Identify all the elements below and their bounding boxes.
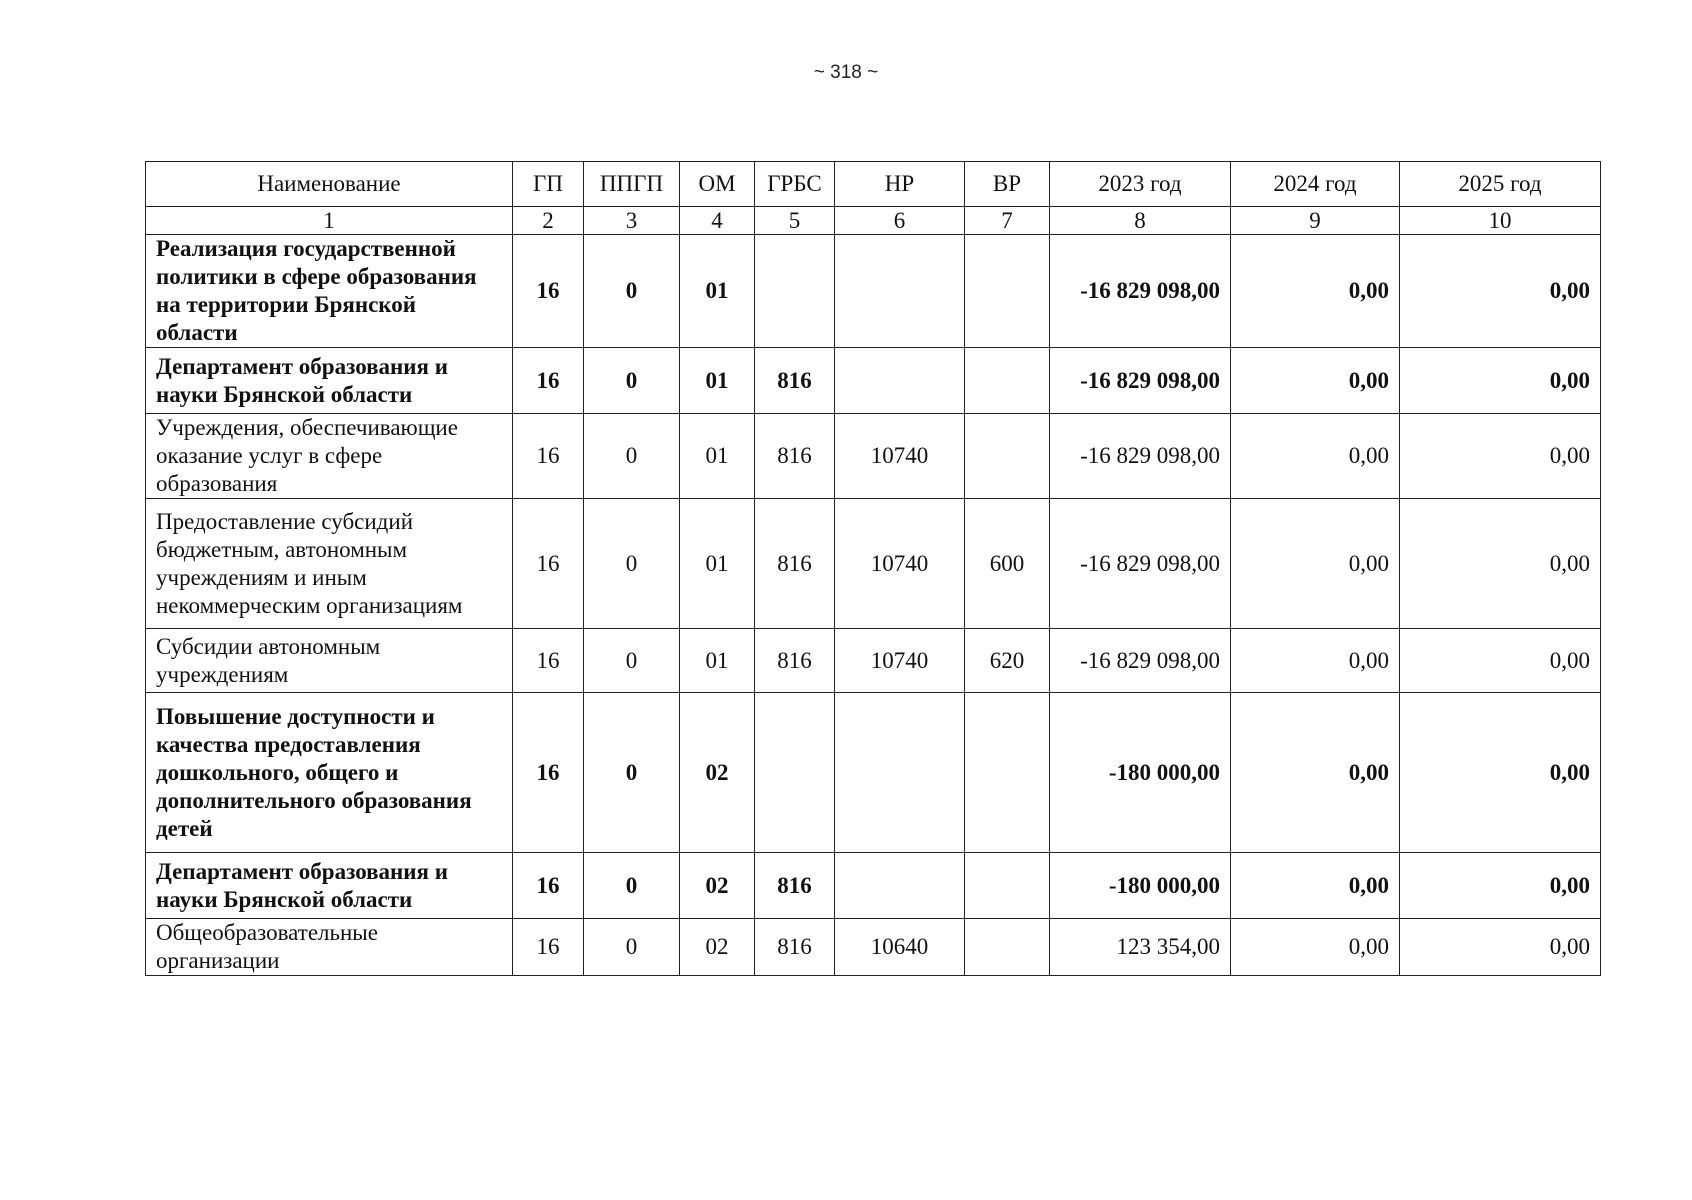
column-number: 1 bbox=[146, 207, 513, 235]
row-2025: 0,00 bbox=[1400, 499, 1601, 629]
row-2023: 123 354,00 bbox=[1050, 919, 1231, 976]
header-vr: ВР bbox=[965, 162, 1050, 207]
row-nr bbox=[835, 348, 965, 414]
table-row bbox=[146, 235, 1601, 348]
column-number: 3 bbox=[584, 207, 680, 235]
row-grbs bbox=[755, 693, 835, 853]
row-gp: 16 bbox=[513, 919, 584, 976]
row-vr bbox=[965, 693, 1050, 853]
row-gp: 16 bbox=[513, 693, 584, 853]
row-grbs: 816 bbox=[755, 414, 835, 499]
header-name: Наименование bbox=[146, 162, 513, 207]
row-2025: 0,00 bbox=[1400, 235, 1601, 348]
row-gp: 16 bbox=[513, 348, 584, 414]
column-number: 10 bbox=[1400, 207, 1601, 235]
row-2023: -16 829 098,00 bbox=[1050, 348, 1231, 414]
row-nr: 10740 bbox=[835, 414, 965, 499]
row-nr bbox=[835, 853, 965, 919]
row-vr bbox=[965, 348, 1050, 414]
row-om: 01 bbox=[680, 235, 755, 348]
row-gp: 16 bbox=[513, 414, 584, 499]
row-om: 02 bbox=[680, 853, 755, 919]
row-name: Общеобразовательные организации bbox=[146, 919, 513, 976]
table-header-row bbox=[146, 162, 1601, 207]
header-om: ОМ bbox=[680, 162, 755, 207]
row-gp: 16 bbox=[513, 499, 584, 629]
row-vr bbox=[965, 919, 1050, 976]
row-2025: 0,00 bbox=[1400, 853, 1601, 919]
page-number: ~ 318 ~ bbox=[813, 62, 879, 83]
column-number: 2 bbox=[513, 207, 584, 235]
row-ppgp: 0 bbox=[584, 235, 680, 348]
table-row bbox=[146, 629, 1601, 693]
header-ppgp: ППГП bbox=[584, 162, 680, 207]
row-ppgp: 0 bbox=[584, 414, 680, 499]
row-2025: 0,00 bbox=[1400, 693, 1601, 853]
row-2024: 0,00 bbox=[1231, 919, 1400, 976]
row-2023: -16 829 098,00 bbox=[1050, 414, 1231, 499]
table-row bbox=[146, 414, 1601, 499]
row-vr bbox=[965, 853, 1050, 919]
row-grbs bbox=[755, 235, 835, 348]
row-om: 01 bbox=[680, 348, 755, 414]
row-2024: 0,00 bbox=[1231, 499, 1400, 629]
row-2024: 0,00 bbox=[1231, 629, 1400, 693]
row-ppgp: 0 bbox=[584, 629, 680, 693]
row-grbs: 816 bbox=[755, 853, 835, 919]
row-grbs: 816 bbox=[755, 629, 835, 693]
row-vr: 600 bbox=[965, 499, 1050, 629]
header-gp: ГП bbox=[513, 162, 584, 207]
row-name: Департамент образования и науки Брянской области bbox=[146, 348, 513, 414]
column-number: 7 bbox=[965, 207, 1050, 235]
row-name: Реализация государственной политики в сфере образования на территории Брянской области bbox=[146, 235, 513, 348]
row-name: Департамент образования и науки Брянской области bbox=[146, 853, 513, 919]
column-number: 8 bbox=[1050, 207, 1231, 235]
row-2024: 0,00 bbox=[1231, 235, 1400, 348]
header-nr: НР bbox=[835, 162, 965, 207]
row-vr bbox=[965, 235, 1050, 348]
row-nr bbox=[835, 235, 965, 348]
column-number: 4 bbox=[680, 207, 755, 235]
column-number: 9 bbox=[1231, 207, 1400, 235]
column-number: 5 bbox=[755, 207, 835, 235]
table-row bbox=[146, 853, 1601, 919]
header-grbs: ГРБС bbox=[755, 162, 835, 207]
row-2025: 0,00 bbox=[1400, 414, 1601, 499]
row-2024: 0,00 bbox=[1231, 853, 1400, 919]
row-2023: -16 829 098,00 bbox=[1050, 499, 1231, 629]
budget-table bbox=[145, 161, 1601, 976]
row-2023: -180 000,00 bbox=[1050, 693, 1231, 853]
table-row bbox=[146, 693, 1601, 853]
row-nr: 10740 bbox=[835, 629, 965, 693]
row-2024: 0,00 bbox=[1231, 414, 1400, 499]
row-2025: 0,00 bbox=[1400, 629, 1601, 693]
row-name: Субсидии автономным учреждениям bbox=[146, 629, 513, 693]
row-gp: 16 bbox=[513, 629, 584, 693]
row-ppgp: 0 bbox=[584, 693, 680, 853]
row-grbs: 816 bbox=[755, 499, 835, 629]
row-om: 02 bbox=[680, 693, 755, 853]
row-ppgp: 0 bbox=[584, 499, 680, 629]
row-om: 01 bbox=[680, 499, 755, 629]
row-ppgp: 0 bbox=[584, 919, 680, 976]
row-2023: -16 829 098,00 bbox=[1050, 629, 1231, 693]
row-ppgp: 0 bbox=[584, 348, 680, 414]
row-nr: 10740 bbox=[835, 499, 965, 629]
table-row bbox=[146, 348, 1601, 414]
column-number-row bbox=[146, 207, 1601, 235]
row-om: 01 bbox=[680, 629, 755, 693]
header-2025: 2025 год bbox=[1400, 162, 1601, 207]
header-2023: 2023 год bbox=[1050, 162, 1231, 207]
row-2023: -180 000,00 bbox=[1050, 853, 1231, 919]
header-2024: 2024 год bbox=[1231, 162, 1400, 207]
table-row bbox=[146, 919, 1601, 976]
row-2023: -16 829 098,00 bbox=[1050, 235, 1231, 348]
row-2025: 0,00 bbox=[1400, 348, 1601, 414]
row-nr: 10640 bbox=[835, 919, 965, 976]
row-name: Предоставление субсидий бюджетным, автономным учреждениям и иным некоммерческим организациям bbox=[146, 499, 513, 629]
row-grbs: 816 bbox=[755, 919, 835, 976]
row-name: Учреждения, обеспечивающие оказание услуг в сфере образования bbox=[146, 414, 513, 499]
row-gp: 16 bbox=[513, 235, 584, 348]
row-2024: 0,00 bbox=[1231, 693, 1400, 853]
row-gp: 16 bbox=[513, 853, 584, 919]
row-grbs: 816 bbox=[755, 348, 835, 414]
table-row bbox=[146, 499, 1601, 629]
row-om: 01 bbox=[680, 414, 755, 499]
row-om: 02 bbox=[680, 919, 755, 976]
row-2024: 0,00 bbox=[1231, 348, 1400, 414]
column-number: 6 bbox=[835, 207, 965, 235]
row-2025: 0,00 bbox=[1400, 919, 1601, 976]
row-vr bbox=[965, 414, 1050, 499]
row-vr: 620 bbox=[965, 629, 1050, 693]
row-nr bbox=[835, 693, 965, 853]
row-name: Повышение доступности и качества предоставления дошкольного, общего и дополнительного образования детей bbox=[146, 693, 513, 853]
row-ppgp: 0 bbox=[584, 853, 680, 919]
